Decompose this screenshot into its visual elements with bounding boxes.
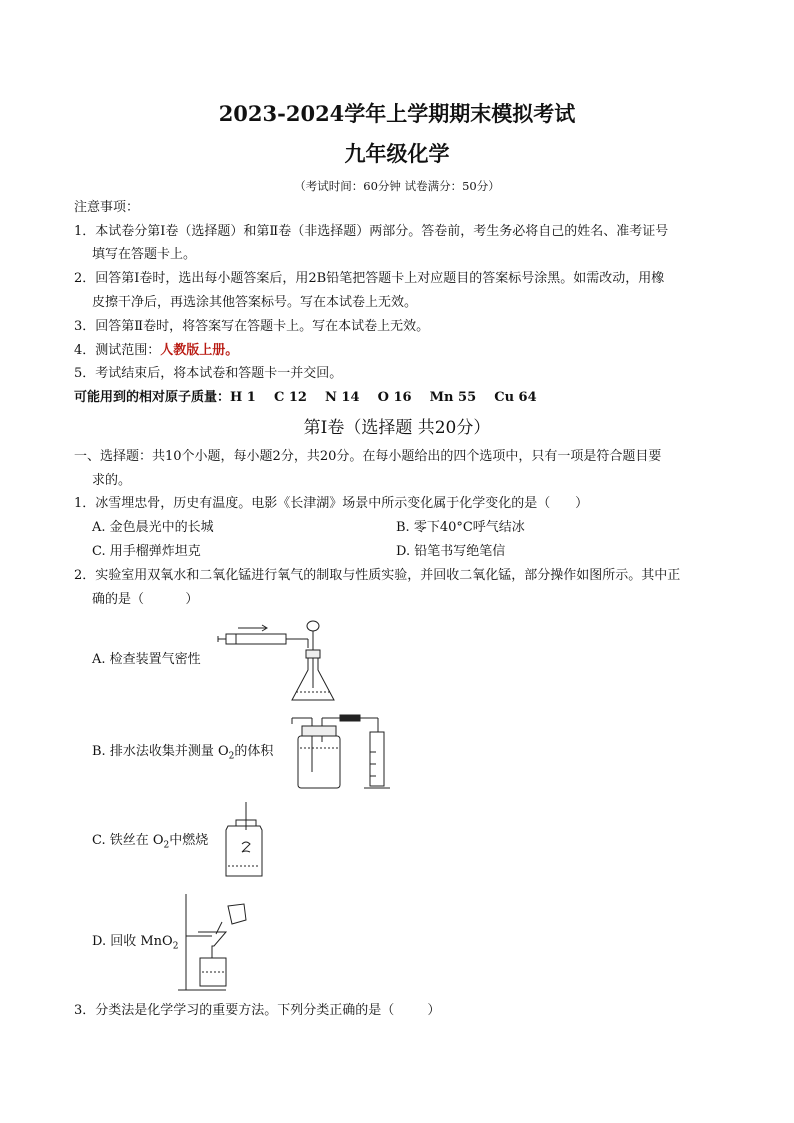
exam-title: 2023-2024学年上学期期末模拟考试 — [218, 101, 576, 126]
note-5: 5．考试结束后，将本试卷和答题卡一并交回。 — [74, 366, 343, 381]
q2-option-d: D. 回收 MnO$_2$ — [92, 934, 179, 952]
q1-stem: 1．冰雪埋忠骨，历史有温度。电影《长津湖》场景中所示变化属于化学变化的是（ ） — [74, 496, 589, 511]
q1-option-c: C. 用手榴弹炸坦克 — [92, 544, 201, 559]
q2-option-a: A. 检查装置气密性 — [92, 652, 201, 667]
q2-option-c: C. 铁丝在 $O_2$中燃烧 — [92, 833, 209, 851]
q1-option-b: B. 零下40°C呼气结冰 — [396, 520, 525, 535]
figure-a-airtightness-apparatus — [216, 618, 346, 708]
note-4-highlight: 人教版上册。 — [160, 343, 239, 358]
note-3: 3．回答第Ⅱ卷时，将答案写在答题卡上。写在本试卷上无效。 — [74, 319, 430, 334]
q1-option-d: D. 铅笔书写绝笔信 — [396, 544, 506, 559]
note-4-prefix: 4．测试范围： — [74, 343, 161, 358]
exam-subtitle: 九年级化学 — [344, 141, 450, 166]
section-instruction-line1: 一、选择题：共10个小题，每小题2分，共20分。在每小题给出的四个选项中，只有一项是符合题目要 — [74, 449, 662, 464]
note-2-line2: 皮擦干净后，再选涂其他答案标号。写在本试卷上无效。 — [92, 295, 418, 310]
section-instruction-line2: 求的。 — [92, 473, 132, 488]
figure-b-water-displacement-apparatus — [290, 712, 390, 792]
q1-option-a: A. 金色晨光中的长城 — [92, 520, 214, 535]
note-1-line1: 1．本试卷分第Ⅰ卷（选择题）和第Ⅱ卷（非选择题）两部分。答卷前，考生务必将自己的姓名、准考证号 — [74, 224, 669, 239]
q3-stem: 3．分类法是化学学习的重要方法。下列分类正确的是（ ） — [74, 1003, 441, 1018]
note-2-line1: 2．回答第Ⅰ卷时，选出每小题答案后，用2B铅笔把答题卡上对应题目的答案标号涂黑。如需改动，用橡 — [74, 271, 665, 286]
note-1-line2: 填写在答题卡上。 — [92, 247, 197, 262]
q2-option-b: B. 排水法收集并测量 $O_2$的体积 — [92, 744, 274, 762]
notes-heading: 注意事项： — [74, 200, 140, 215]
atomic-mass-line: 可能用到的相对原子质量：H 1 C 12 N 14 O 16 Mn 55 Cu 64 — [74, 390, 537, 405]
q2-stem-line2: 确的是（ ） — [92, 592, 199, 607]
section-heading: 第Ⅰ卷（选择题 共20分） — [303, 418, 491, 438]
q2-stem-line1: 2．实验室用双氧水和二氧化锰进行氧气的制取与性质实验，并回收二氧化锰，部分操作如图所示。其中正 — [74, 568, 681, 583]
figure-d-filtration-apparatus — [176, 892, 256, 996]
figure-c-iron-combustion-apparatus — [222, 800, 266, 880]
exam-info: （考试时间：60分钟 试卷满分：50分） — [294, 179, 500, 193]
note-4 — [74, 340, 238, 362]
